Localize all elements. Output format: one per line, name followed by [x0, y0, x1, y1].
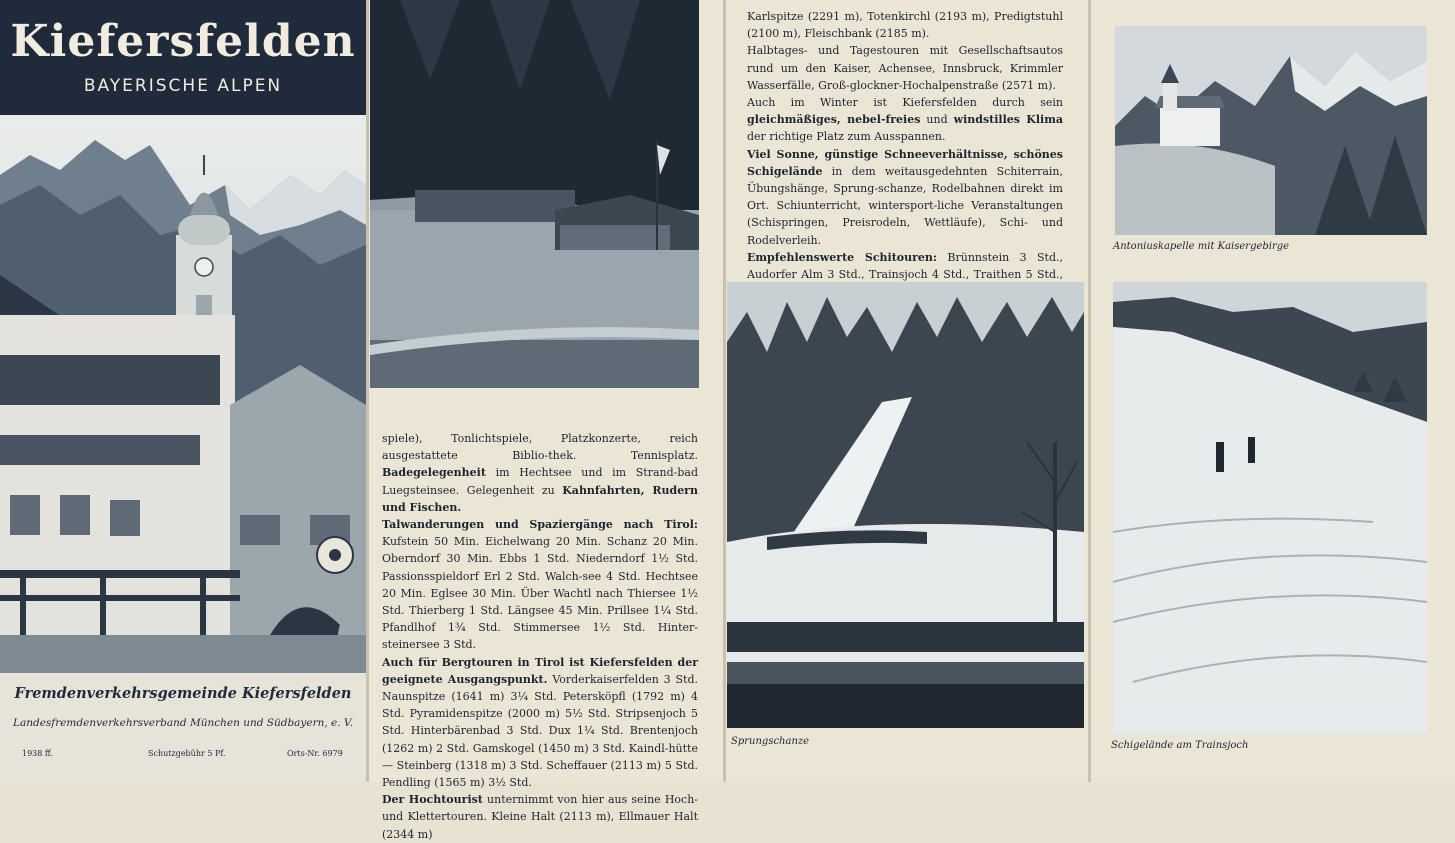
text-run: Vorderkaiserfelden 3 Std. Naunspitze (1641 m) 3¼ Std. Petersköpfl (1792 m) 4 Std. Pyramidenspitze (2000 m) 5½ Std. Stripsenjoch 5 Std. Hinterbärenbad 3 Std. Dux 1¼ Std. Brentenjoch (1262 m) 2 Std. Gamskogel (1450 m) 3 Std. Kaindl-hütte — Steinberg (1318 m) 3 Std. Scheffauer (2113 m) 5 Std. Pendling (1565 m) 3½ Std.	[382, 672, 699, 790]
caption-chapel: Antoniuskapelle mit Kaisergebirge	[1113, 241, 1290, 252]
inner-panel-4	[1088, 0, 1455, 782]
cover-illustration	[0, 115, 366, 673]
caption-ski-slope: Schigelände am Trainsjoch	[1111, 740, 1249, 751]
bold-text: Kahnfahrten, Rudern und Fischen.	[382, 483, 698, 514]
bold-text: windstilles Klima	[953, 113, 1063, 127]
text-run: Halbtages- und Tagestouren mit Gesellschaftsautos rund um den Kaiser, Achensee, Innsbruck, Krimmler Wasserfälle, Groß-glockner-Hochalpenstraße (2571 m).	[747, 44, 1063, 92]
text-run: Brünnstein 3 Std., Audorfer Alm 3 Std., Trainsjoch 4 Std., Traithen 5 Std.,	[747, 250, 1063, 282]
text-run: Karlspitze (2291 m), Totenkirchl (2193 m), Predigtstuhl (2100 m), Fleischbank (2185 m).	[747, 10, 1063, 41]
order-number: Orts-Nr. 6979	[287, 749, 343, 758]
bold-text: Badegelegenheit	[382, 466, 486, 480]
inner-panel-2	[366, 0, 723, 841]
panel2-text	[382, 430, 698, 843]
print-year: 1938 ff.	[22, 749, 53, 758]
text-run: im Hechtsee und im Strand-bad Luegsteinsee. Gelegenheit zu	[382, 466, 698, 497]
fold-line	[366, 0, 369, 782]
paragraph	[747, 146, 1063, 249]
ski-slope-photo	[1113, 282, 1427, 734]
paragraph	[747, 42, 1063, 94]
cover-subtitle: BAYERISCHE ALPEN	[83, 76, 283, 96]
chapel-photo	[1115, 26, 1427, 235]
association-name: Landesfremdenverkehrsverband München und Südbayern, e. V.	[12, 717, 354, 729]
caption-ski-jump: Sprungschanze	[731, 736, 810, 747]
lake-photo	[370, 0, 699, 388]
fold-line	[723, 0, 726, 782]
cover-title: Kiefersfelden	[10, 16, 356, 67]
fold-line	[1088, 0, 1091, 782]
text-run: in dem weitausgedehnten Schiterrain, Übungshänge, Sprung-schanze, Rodelbahnen direkt im Ort. Schiunterricht, wintersport-liche Veranstaltungen (Schispringen, Preisrodeln, Wettläufe), Schi- und Rodelverleih.	[747, 164, 1063, 247]
bold-text: gleichmäßiges, nebel-freies	[747, 113, 921, 127]
text-run: unternimmt von hier aus seine Hoch- und Klettertouren. Kleine Halt (2113 m), Ellmauer Halt (2344 m)	[382, 793, 698, 841]
bold-text: Auch für Bergtouren in Tirol ist Kiefersfelden der geeignete Ausgangspunkt.	[382, 655, 698, 686]
text-run: spiele), Tonlichtspiele, Platzkonzerte, reich ausgestattete Biblio-thek. Tennisplatz.	[382, 432, 698, 463]
publisher-name: Fremdenverkehrsgemeinde Kiefersfelden	[14, 685, 352, 702]
bold-text: Empfehlenswerte Schitouren:	[747, 250, 937, 264]
paragraph	[382, 791, 698, 843]
paragraph	[382, 516, 698, 654]
paragraph	[382, 654, 698, 792]
inner-panel-3	[723, 0, 1088, 782]
paragraph	[747, 8, 1063, 42]
text-run: Auch im Winter ist Kiefersfelden durch sein	[747, 96, 1063, 110]
paragraph	[382, 430, 698, 516]
cover-panel	[0, 0, 366, 782]
text-run: Kufstein 50 Min. Eichelwang 20 Min. Schanz 20 Min. Oberndorf 30 Min. Ebbs 1 Std. Niederndorf 1½ Std. Passionsspieldorf Erl 2 Std. Walch-see 4 Std. Hechtsee 20 Min. Eglsee 30 Min. Über Wachtl nach Thiersee 1½ Std. Thierberg 1 Std. Längsee 45 Min. Prillsee 1¼ Std. Pfandlhof 1¾ Std. Stimmersee 1½ Std. Hinter-steinersee 3 Std.	[382, 535, 698, 652]
protection-fee: Schutzgebühr 5 Pf.	[148, 749, 226, 758]
ski-jump-photo	[727, 282, 1084, 728]
text-run: der richtige Platz zum Ausspannen.	[747, 130, 946, 144]
bold-text: Viel Sonne, günstige Schneeverhältnisse, schönes Schigelände	[747, 147, 1063, 178]
bold-text: Der Hochtourist	[382, 793, 483, 807]
paragraph	[747, 94, 1063, 146]
cover-footer	[0, 673, 366, 782]
bold-text: Talwanderungen und Spaziergänge nach Tirol:	[382, 518, 698, 532]
text-run: und	[920, 113, 954, 127]
cover-header	[0, 0, 366, 115]
